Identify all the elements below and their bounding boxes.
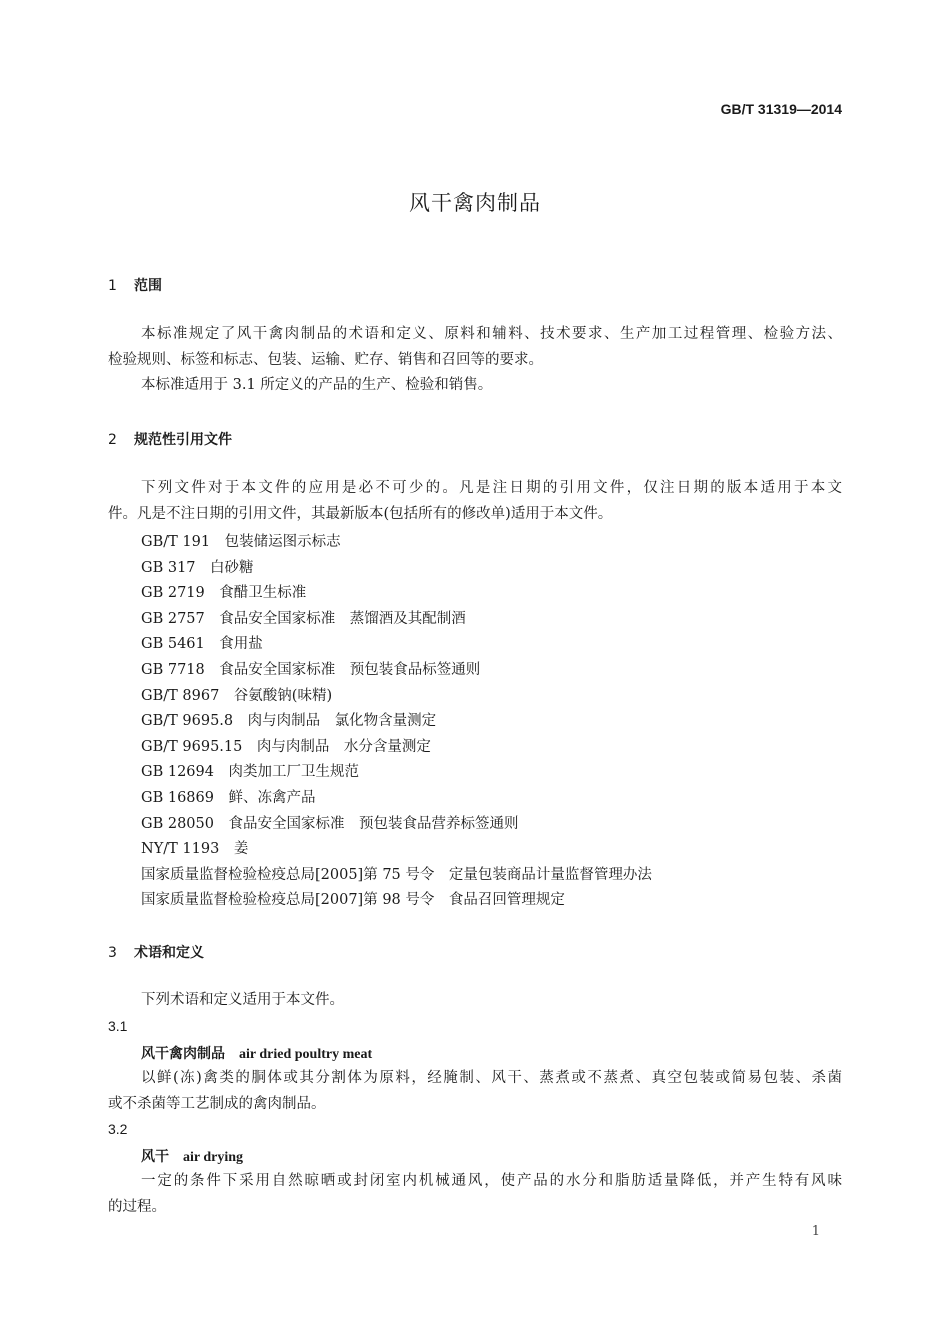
section-3-heading (108, 942, 204, 962)
term-english: air drying (183, 1150, 244, 1165)
section-number: 1 (108, 278, 117, 294)
page-number: 1 (811, 1224, 820, 1239)
reference-item: GB/T 9695.8 肉与肉制品 氯化物含量测定 (141, 713, 437, 729)
scope-paragraph-2 (141, 373, 492, 399)
section-title: 规范性引用文件 (134, 432, 232, 448)
reference-item: 国家质量监督检验检疫总局[2005]第 75 号令 定量包装商品计量监督管理办法 (141, 867, 652, 883)
reference-item: GB 317 白砂糖 (141, 560, 254, 576)
section-number: 3 (108, 945, 117, 961)
reference-item: NY/T 1193 姜 (141, 841, 249, 857)
references-intro (108, 476, 842, 527)
reference-item: GB 28050 食品安全国家标准 预包装食品营养标签通则 (141, 816, 519, 832)
terms-intro (141, 988, 344, 1014)
reference-item: GB/T 191 包装储运图示标志 (141, 534, 341, 550)
reference-item: GB 12694 肉类加工厂卫生规范 (141, 764, 359, 780)
section-2-heading (108, 429, 232, 449)
standard-code: GB/T 31319—2014 (720, 101, 842, 117)
document-title: 风干禽肉制品 (409, 191, 541, 215)
paragraph-line: 以鲜(冻)禽类的胴体或其分割体为原料，经腌制、风干、蒸煮或不蒸煮、真空包装或简易包装、杀菌 (141, 1070, 842, 1086)
paragraph-line: 的过程。 (108, 1198, 166, 1215)
reference-item: GB/T 8967 谷氨酸钠(味精) (141, 688, 333, 704)
scope-paragraph-1 (108, 322, 842, 373)
paragraph-line: 一定的条件下采用自然晾晒或封闭室内机械通风，使产品的水分和脂肪适量降低，并产生特有风味 (141, 1173, 842, 1189)
section-title: 范围 (134, 278, 162, 294)
paragraph-line: 检验规则、标签和标志、包装、运输、贮存、销售和召回等的要求。 (108, 351, 543, 368)
reference-item: GB 7718 食品安全国家标准 预包装食品标签通则 (141, 662, 481, 678)
term-definition (108, 1066, 842, 1117)
paragraph-line: 本标准适用于 3.1 所定义的产品的生产、检验和销售。 (141, 377, 493, 393)
reference-item: GB 2757 食品安全国家标准 蒸馏酒及其配制酒 (141, 611, 466, 627)
term-chinese: 风干 (141, 1149, 169, 1165)
term-number: 3.1 (108, 1018, 128, 1034)
paragraph-line: 本标准规定了风干禽肉制品的术语和定义、原料和辅料、技术要求、生产加工过程管理、检验方法、 (141, 326, 842, 342)
reference-item: 国家质量监督检验检疫总局[2007]第 98 号令 食品召回管理规定 (141, 892, 565, 908)
reference-item: GB 5461 食用盐 (141, 636, 263, 652)
term-entry (141, 1043, 372, 1063)
paragraph-line: 件。凡是不注日期的引用文件，其最新版本(包括所有的修改单)适用于本文件。 (108, 505, 613, 522)
term-english: air dried poultry meat (239, 1047, 373, 1062)
reference-item: GB/T 9695.15 肉与肉制品 水分含量测定 (141, 739, 431, 755)
paragraph-line: 或不杀菌等工艺制成的禽肉制品。 (108, 1095, 326, 1112)
paragraph-line: 下列文件对于本文件的应用是必不可少的。凡是注日期的引用文件，仅注日期的版本适用于本文 (141, 480, 842, 496)
reference-item: GB 2719 食醋卫生标准 (141, 585, 307, 601)
reference-item: GB 16869 鲜、冻禽产品 (141, 790, 316, 806)
section-1-heading (108, 275, 162, 295)
paragraph-line: 下列术语和定义适用于本文件。 (141, 992, 344, 1008)
term-entry (141, 1146, 243, 1166)
section-title: 术语和定义 (134, 945, 204, 961)
term-chinese: 风干禽肉制品 (141, 1046, 225, 1062)
term-number: 3.2 (108, 1121, 128, 1137)
section-number: 2 (108, 432, 117, 448)
term-definition (108, 1169, 842, 1220)
